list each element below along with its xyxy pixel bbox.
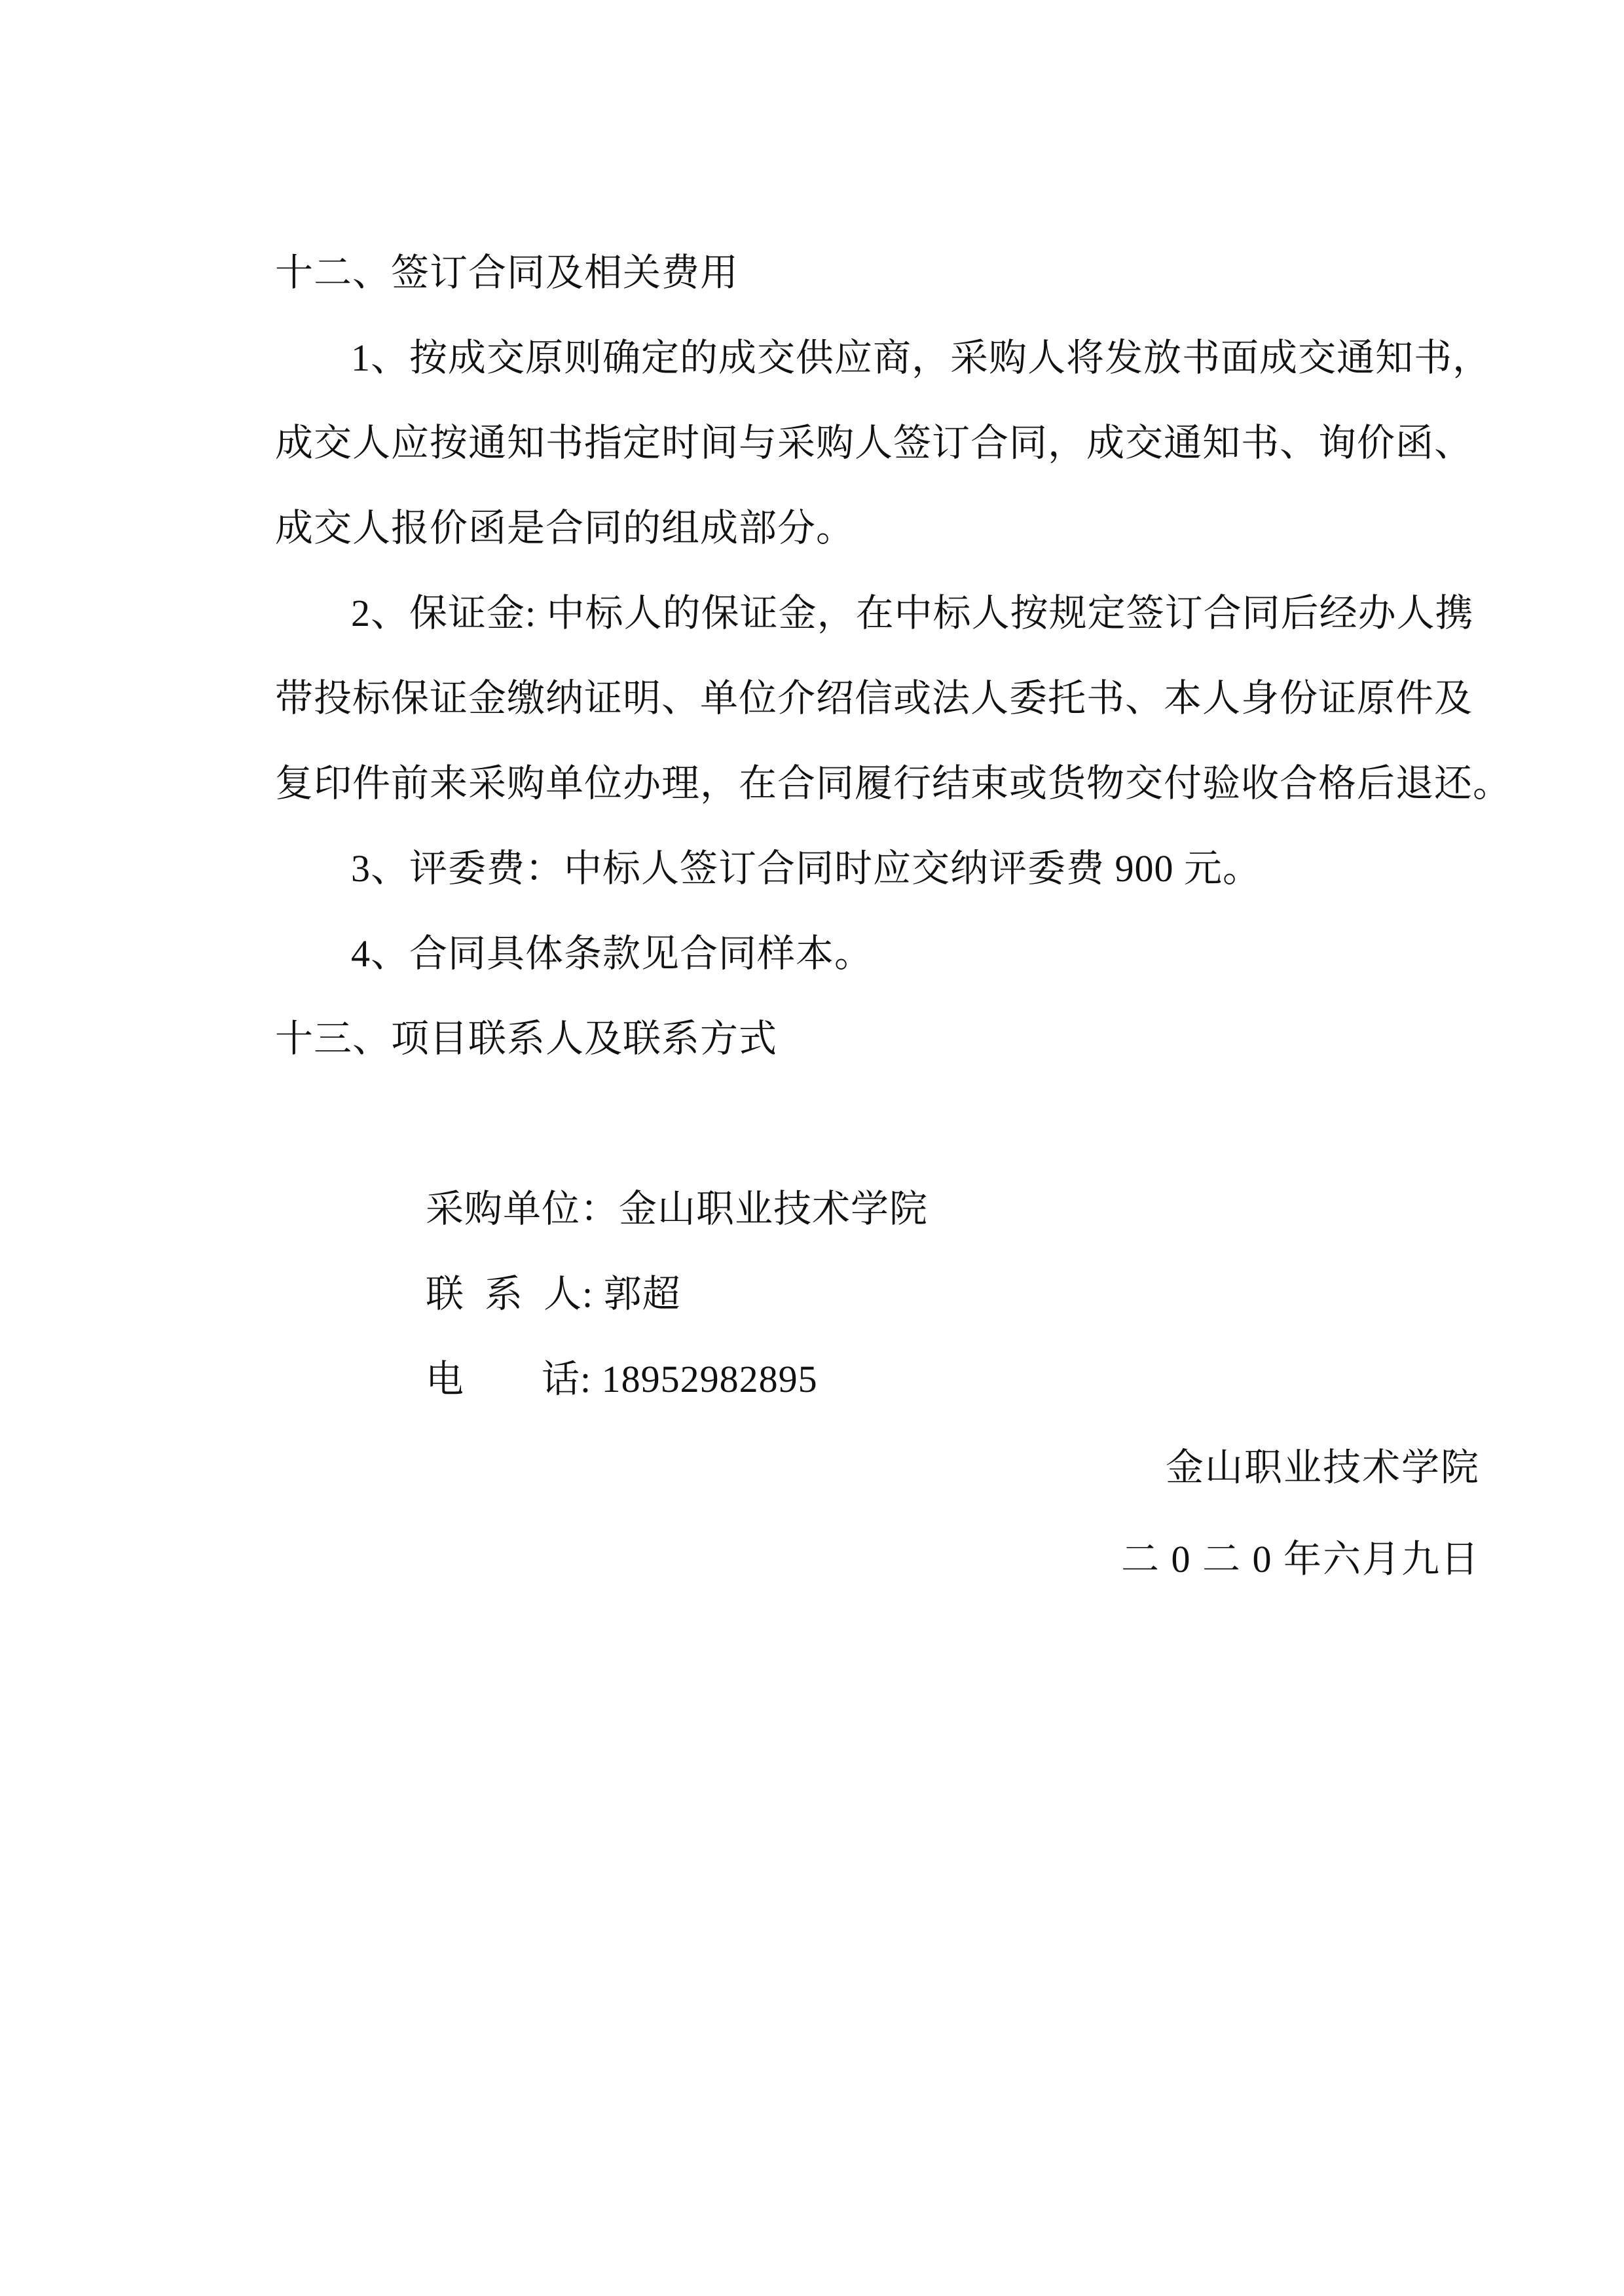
contact-value: 郭超	[603, 1273, 681, 1315]
para3-line: 3、评委费：中标人签订合同时应交纳评委费 900 元。	[351, 847, 1262, 890]
contact-row-unit	[275, 1082, 1480, 1230]
contact-label: 联 系 人:	[426, 1273, 604, 1315]
signature-date: 二 0 二 0 年六月九日	[1120, 1538, 1480, 1580]
para4-line: 4、合同具体条款见合同样本。	[351, 932, 874, 975]
document-body	[275, 230, 1512, 1605]
para1-line1: 1、按成交原则确定的成交供应商，采购人将发放书面成交通知书，	[351, 337, 1492, 379]
para2-line3: 复印件前来采购单位办理，在合同履行结束或货物交付验收合格后退还。	[275, 762, 1512, 805]
contact-label: 电 话:	[426, 1358, 602, 1400]
para2-line1: 2、保证金: 中标人的保证金，在中标人按规定签订合同后经办人携	[351, 592, 1474, 634]
para1-line3: 成交人报价函是合同的组成部分。	[275, 507, 855, 549]
para1-line2: 成交人应按通知书指定时间与采购人签订合同，成交通知书、询价函、	[275, 422, 1473, 464]
contact-label: 采购单位：	[426, 1188, 619, 1230]
contact-value: 金山职业技术学院	[619, 1188, 929, 1230]
heading-section-12: 十二、签订合同及相关费用	[275, 251, 739, 294]
heading-section-13: 十三、项目联系人及联系方式	[275, 1017, 778, 1060]
para2-line2: 带投标保证金缴纳证明、单位介绍信或法人委托书、本人身份证原件及	[275, 677, 1473, 720]
signature-org: 金山职业技术学院	[1165, 1446, 1480, 1489]
contact-value: 18952982895	[601, 1358, 818, 1400]
